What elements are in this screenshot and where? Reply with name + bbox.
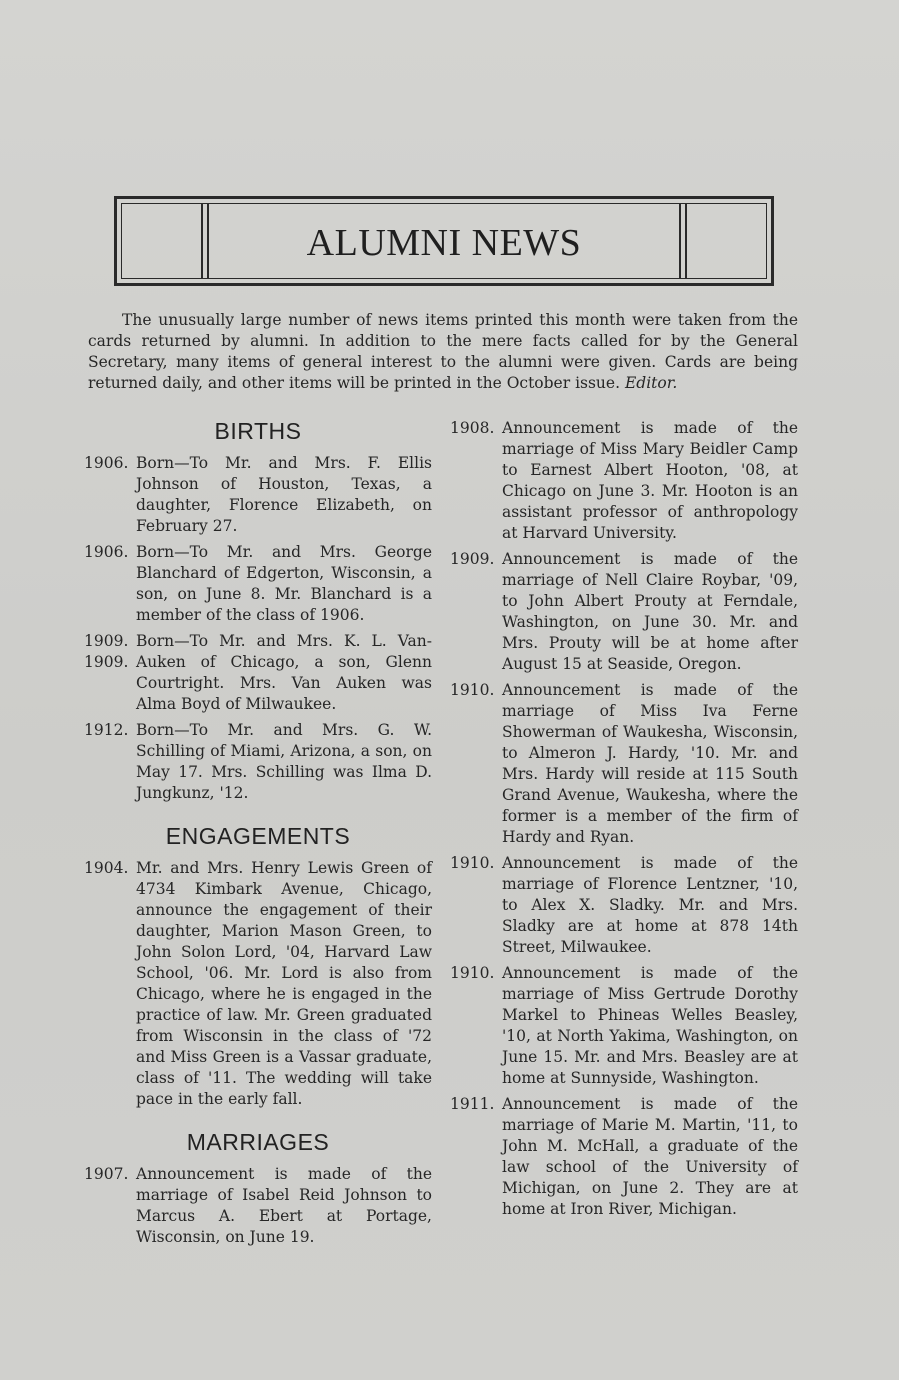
engagements-heading: ENGAGEMENTS bbox=[165, 823, 351, 849]
marriage-entry bbox=[450, 680, 798, 848]
entry-text: Born—To Mr. and Mrs. G. W. Schilling of Miami, Arizona, a son, on May 17. Mrs. Schilling was Ilma D. Jungkunz, '12. bbox=[136, 721, 432, 802]
marriage-entry bbox=[450, 963, 798, 1089]
marriage-entry bbox=[84, 1164, 432, 1248]
birth-entry bbox=[84, 631, 432, 715]
entry-year: 1908. bbox=[450, 419, 495, 437]
entry-text: Born—To Mr. and Mrs. George Blanchard of Edgerton, Wisconsin, a son, on June 8. Mr. Blanchard is a member of the class of 1906. bbox=[136, 543, 432, 624]
entry-text: Born—To Mr. and Mrs. K. L. Van-Auken of Chicago, a son, Glenn Courtright. Mrs. Van Auken was Alma Boyd of Milwaukee. bbox=[136, 632, 432, 713]
entry-year: 1904. bbox=[84, 859, 129, 877]
entry-text: Announcement is made of the marriage of Florence Lentzner, '10, to Alex X. Sladky. Mr. and Mrs. Sladky are at home at 878 14th Street, Milwaukee. bbox=[502, 854, 798, 956]
marriage-entry bbox=[450, 418, 798, 544]
entry-year-second: 1909. bbox=[84, 653, 129, 671]
birth-entry bbox=[84, 720, 432, 804]
entry-text: Announcement is made of the marriage of Miss Gertrude Dorothy Markel to Phineas Welles Beasley, '10, at North Yakima, Washington, on June 15. Mr. and Mrs. Beasley are at home at Sunnyside, Washington. bbox=[502, 964, 798, 1087]
entry-year: 1906. bbox=[84, 543, 129, 561]
intro-signature: Editor. bbox=[624, 374, 678, 392]
intro-paragraph bbox=[88, 310, 798, 394]
marriages-heading: MARRIAGES bbox=[186, 1129, 330, 1155]
entry-year: 1907. bbox=[84, 1165, 129, 1183]
entry-year: 1909. bbox=[450, 550, 495, 568]
birth-entry bbox=[84, 542, 432, 626]
entry-year: 1909. bbox=[84, 632, 129, 650]
entry-text: Announcement is made of the marriage of Miss Iva Ferne Showerman of Waukesha, Wisconsin, to Almeron J. Hardy, '10. Mr. and Mrs. Hardy will reside at 115 South Grand Avenue, Waukesha, where the former is a member of the firm of Hardy and Ryan. bbox=[502, 681, 798, 846]
section-gap bbox=[84, 1115, 432, 1129]
entry-year: 1910. bbox=[450, 964, 495, 982]
title-banner bbox=[114, 196, 774, 286]
birth-entry bbox=[84, 453, 432, 537]
entry-year: 1910. bbox=[450, 681, 495, 699]
marriage-entry bbox=[450, 1094, 798, 1220]
entry-text: Announcement is made of the marriage of Marie M. Martin, '11, to John M. McHall, a graduate of the law school of the University of Michigan, on June 2. They are at home at Iron River, Michigan. bbox=[502, 1095, 798, 1218]
entry-text: Mr. and Mrs. Henry Lewis Green of 4734 Kimbark Avenue, Chicago, announce the engagement of their daughter, Marion Mason Green, to John Solon Lord, '04, Harvard Law School, '06. Mr. Lord is also from Chicago, where he is engaged in the practice of law. Mr. Green graduated from Wisconsin in the class of '72 and Miss Green is a Vassar graduate, class of '11. The wedding will take pace in the early fall. bbox=[136, 859, 432, 1108]
section-gap bbox=[84, 809, 432, 823]
right-column bbox=[450, 418, 798, 1225]
intro-text: The unusually large number of news items printed this month were taken from the cards returned by alumni. In addition to the mere facts called for by the General Secretary, many items of general interest to the alumni were given. Cards are being returned daily, and other items will be printed in the October issue. bbox=[88, 311, 798, 392]
entry-text: Announcement is made of the marriage of Isabel Reid Johnson to Marcus A. Ebert at Portage, Wisconsin, on June 19. bbox=[136, 1165, 432, 1246]
entry-year: 1906. bbox=[84, 454, 129, 472]
marriage-entry bbox=[450, 549, 798, 675]
engagement-entry bbox=[84, 858, 432, 1110]
entry-text: Announcement is made of the marriage of Miss Mary Beidler Camp to Earnest Albert Hooton, '08, at Chicago on June 3. Mr. Hooton is an assistant professor of anthropology at Harvard University. bbox=[502, 419, 798, 542]
entry-year: 1911. bbox=[450, 1095, 495, 1113]
left-column bbox=[84, 418, 432, 1253]
marriage-entry bbox=[450, 853, 798, 958]
entry-text: Announcement is made of the marriage of Nell Claire Roybar, '09, to John Albert Prouty at Ferndale, Washington, on June 30. Mr. and Mrs. Prouty will be at home after August 15 at Seaside, Oregon. bbox=[502, 550, 798, 673]
births-heading: BIRTHS bbox=[214, 418, 302, 444]
entry-text: Born—To Mr. and Mrs. F. Ellis Johnson of Houston, Texas, a daughter, Florence Elizabeth, on February 27. bbox=[136, 454, 432, 535]
entry-year: 1910. bbox=[450, 854, 495, 872]
entry-year: 1912. bbox=[84, 721, 129, 739]
page-title: ALUMNI NEWS bbox=[306, 222, 582, 264]
